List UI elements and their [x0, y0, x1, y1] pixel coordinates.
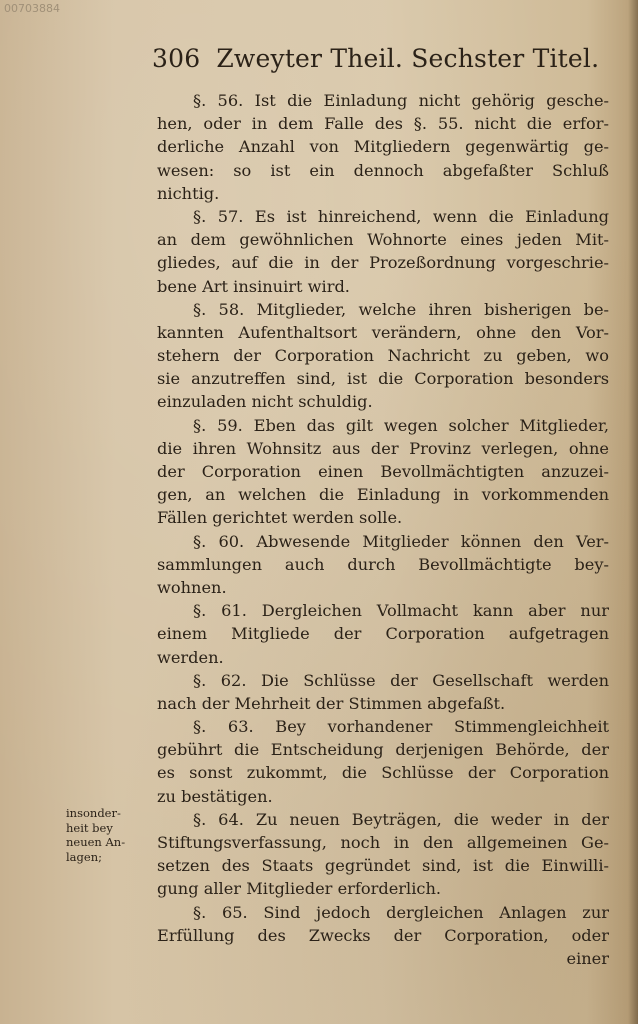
- margin-note-line: neuen An-: [66, 835, 126, 849]
- text-line: gen, an welchen die Einladung in vorkommenden: [157, 485, 609, 505]
- text-line: sammlungen auch durch Bevollmächtigte bey-: [157, 554, 609, 574]
- text-line: wohnen.: [157, 577, 227, 597]
- running-title: Zweyter Theil. Sechster Titel.: [216, 44, 600, 73]
- text-line: setzen des Staats gegründet sind, ist die Einwilli-: [157, 856, 609, 876]
- text-line: §. 57. Es ist hinreichend, wenn die Einladung: [193, 206, 609, 226]
- text-line: einzuladen nicht schuldig.: [157, 392, 373, 412]
- text-line: §. 59. Eben das gilt wegen solcher Mitglieder,: [193, 415, 609, 435]
- margin-note-line: lagen;: [66, 849, 102, 864]
- text-line: nichtig.: [157, 183, 220, 203]
- text-line: §. 56. Ist die Einladung nicht gehörig gesche-: [193, 91, 609, 110]
- text-line: §. 63. Bey vorhandener Stimmengleichheit: [193, 717, 609, 737]
- text-line: nach der Mehrheit der Stimmen abgefaßt.: [157, 693, 506, 713]
- page-edge-shadow: [628, 0, 638, 1024]
- catalog-id: 00703884: [4, 2, 60, 15]
- text-line: gebührt die Entscheidung derjenigen Behörde, der: [157, 740, 609, 760]
- margin-note-line: heit bey: [66, 820, 113, 835]
- margin-note-line: insonder-: [66, 806, 121, 820]
- margin-note: [66, 806, 146, 864]
- text-line: einer: [566, 948, 609, 968]
- text-line: stehern der Corporation Nachricht zu geben, wo: [157, 346, 609, 366]
- text-line: §. 60. Abwesende Mitglieder können den Ver-: [193, 531, 609, 551]
- page-number: 306: [152, 44, 201, 73]
- text-line: §. 62. Die Schlüsse der Gesellschaft werden: [193, 670, 609, 690]
- text-line: kannten Aufenthaltsort verändern, ohne den Vor-: [157, 322, 609, 342]
- text-line: §. 65. Sind jedoch dergleichen Anlagen zur: [193, 902, 609, 922]
- text-line: Erfüllung des Zwecks der Corporation, oder: [157, 925, 609, 945]
- text-line: es sonst zukommt, die Schlüsse der Corporation: [157, 763, 609, 783]
- text-line: der Corporation einen Bevollmächtigten anzuzei-: [157, 462, 609, 481]
- text-line: an dem gewöhnlichen Wohnorte eines jeden Mit-: [157, 230, 609, 250]
- text-line: Fällen gerichtet werden solle.: [157, 508, 403, 528]
- text-line: Stiftungsverfassung, noch in den allgemeinen Ge-: [157, 833, 609, 852]
- text-line: zu bestätigen.: [157, 786, 273, 806]
- text-line: gliedes, auf die in der Prozeßordnung vorgeschrie-: [157, 253, 609, 273]
- text-line: §. 61. Dergleichen Vollmacht kann aber nur: [193, 601, 609, 621]
- text-line: wesen: so ist ein dennoch abgefaßter Schluß: [157, 160, 609, 180]
- text-line: sie anzutreffen sind, ist die Corporation besonders: [157, 369, 609, 389]
- text-line: §. 64. Zu neuen Beyträgen, die weder in der: [193, 809, 609, 829]
- text-line: derliche Anzahl von Mitgliedern gegenwärtig ge-: [157, 137, 609, 157]
- text-line: bene Art insinuirt wird.: [157, 276, 350, 296]
- page-header: [152, 44, 600, 78]
- text-line: hen, oder in dem Falle des §. 55. nicht die erfor-: [157, 114, 609, 134]
- text-line: gung aller Mitglieder erforderlich.: [157, 879, 442, 899]
- text-line: einem Mitgliede der Corporation aufgetragen: [157, 624, 609, 644]
- text-line: die ihren Wohnsitz aus der Provinz verlegen, ohne: [157, 438, 609, 458]
- text-line: werden.: [157, 647, 224, 667]
- text-line: §. 58. Mitglieder, welche ihren bisherigen be-: [193, 299, 609, 319]
- body-text: [157, 89, 609, 970]
